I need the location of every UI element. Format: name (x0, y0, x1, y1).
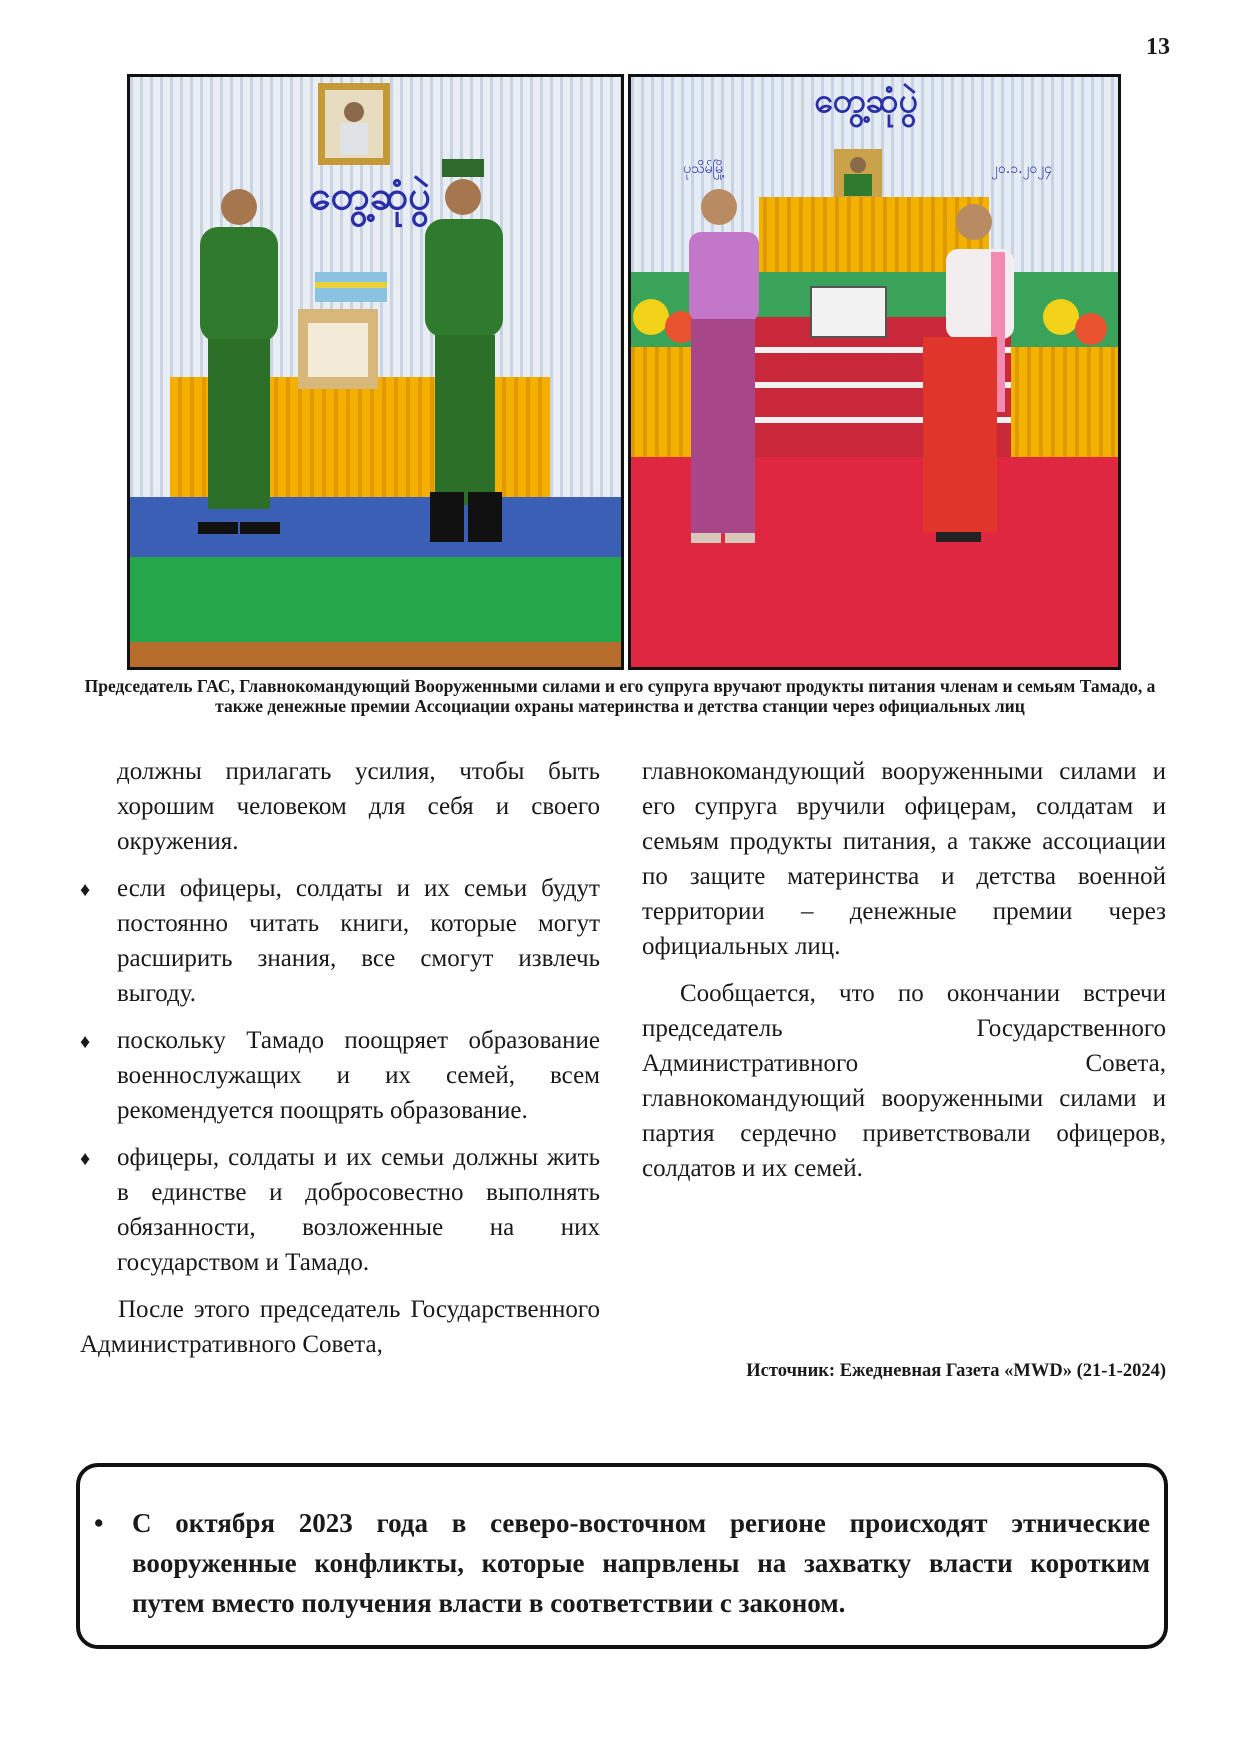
photo-handover-women (628, 74, 1121, 670)
paragraph: главнокомандующий вооруженными силами и его супруга вручили офицерам, солдатам и семьям продукты питания, а также ассоциации по защите материнства и детства военной территории – денежные премии через официальных лиц. (642, 758, 1166, 960)
photo-right-date: ၂၀.၁.၂၀၂၄ (991, 161, 1053, 177)
paragraph: Сообщается, что по окончании встречи председатель Государственного Административного Совета, главнокомандующий вооруженными силами и партия сердечно приветствовали офицеров, солдатов и их семей. (642, 980, 1166, 1182)
source-line: Источник: Ежедневная Газета «MWD» (21-1-2024) (746, 1361, 1166, 1381)
list-item (80, 871, 600, 1011)
diamond-bullet-icon: ♦ (80, 879, 91, 901)
photo-right-banner: တွေ့ဆုံပွဲ (814, 81, 918, 121)
diamond-bullet-icon: ♦ (80, 1031, 91, 1053)
photo-left-banner: တွေ့ဆုံပွဲ (308, 173, 432, 219)
list-item-text: если офицеры, солдаты и их семьи будут постоянно читать книги, которые могут расширить знания, все смогут извлечь выгоду. (117, 875, 600, 1007)
page-number: 13 (1146, 34, 1170, 60)
list-item (80, 1140, 600, 1280)
left-column (80, 754, 600, 1362)
right-column (642, 754, 1166, 1186)
bullet-dot-icon: • (94, 1508, 104, 1538)
diamond-bullet-icon: ♦ (80, 1148, 91, 1170)
paragraph: После этого председатель Государственного Административного Совета, (80, 1296, 600, 1358)
paragraph-continuation: должны прилагать усилия, чтобы быть хорошим человеком для себя и своего окружения. (117, 758, 600, 855)
photo-handover-officer (127, 74, 624, 670)
list-item (80, 1023, 600, 1128)
note-box (76, 1463, 1168, 1649)
photo-caption: Председатель ГАС, Главнокомандующий Вооруженными силами и его супруга вручают продукты питания членам и семьям Тамадо, а также денежные премии Ассоциации охраны материнства и детства станции через официальных лиц (84, 676, 1156, 716)
note-text: С октября 2023 года в северо-восточном регионе происходят этнические вооруженные конфликты, которые напрвлены на захватку власти коротким путем вместо получения власти в соответствии с законом. (132, 1508, 1150, 1618)
note-item (94, 1503, 1150, 1623)
list-item-text: поскольку Тамадо поощряет образование военнослужащих и их семей, всем рекомендуется поощрять образование. (117, 1027, 600, 1124)
list-item-text: офицеры, солдаты и их семьи должны жить в единстве и добросовестно выполнять обязанности, возложенные на них государством и Тамадо. (117, 1144, 600, 1276)
photo-right-place: ပုသိမ်မြို့ (683, 161, 726, 177)
